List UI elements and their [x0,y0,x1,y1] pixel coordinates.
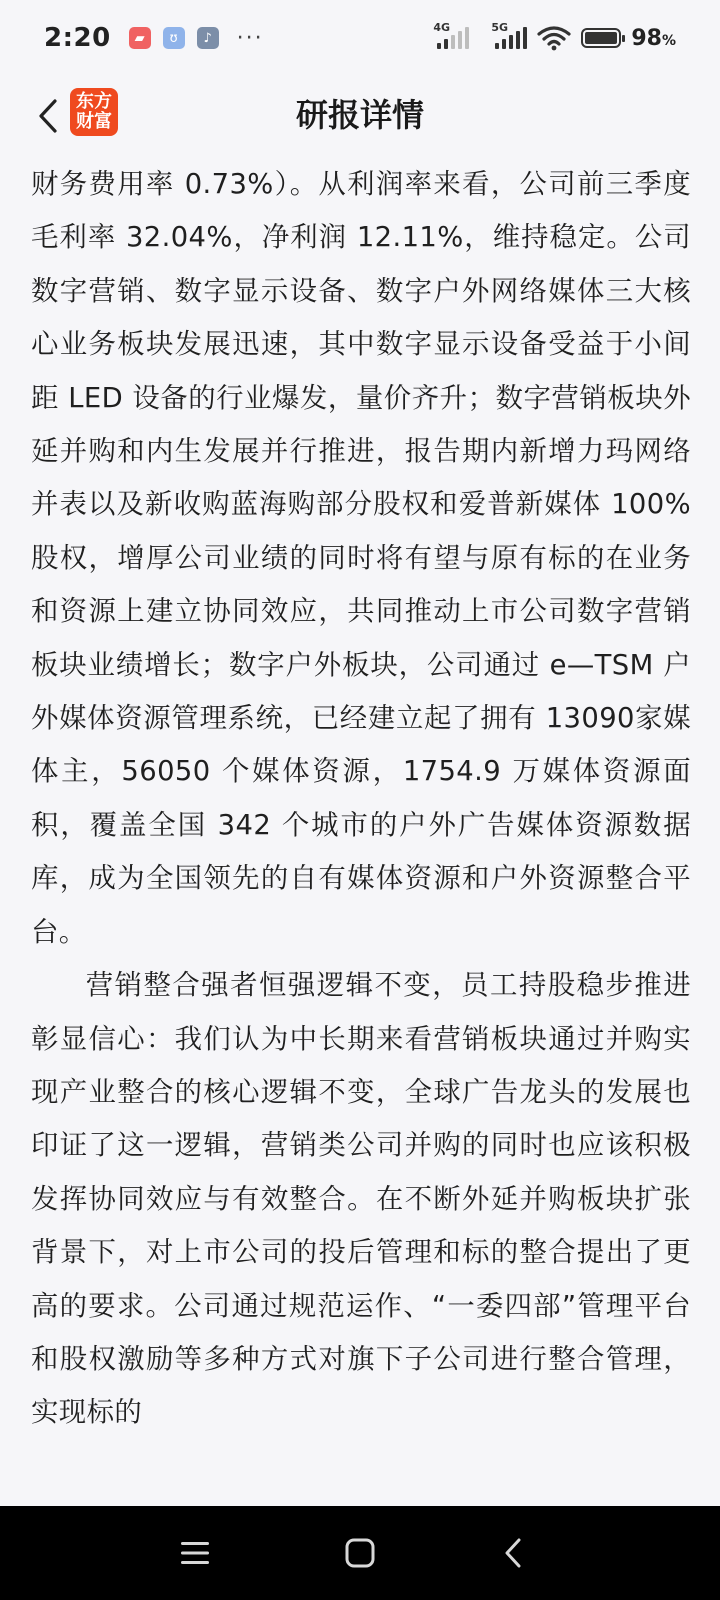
logo-line-1: 东方 [76,91,112,112]
battery-icon [581,28,621,48]
app-red-icon: ▰ [129,27,151,49]
status-right [433,21,676,51]
battery-percent-value: 98 [631,25,662,51]
menu-icon [180,1540,210,1566]
back-icon [503,1538,523,1568]
battery-fill [585,32,616,44]
status-bar [0,0,720,76]
baidu-icon: ʊ [163,27,185,49]
app-header [0,76,720,156]
wifi-icon [537,25,571,51]
logo-line-2: 财富 [76,111,112,132]
report-content[interactable] [31,158,691,1506]
article-paragraph: 财务费用率 0.73%）。从利润率来看，公司前三季度毛利率 32.04%，净利润 12.11%，维持稳定。公司数字营销、数字显示设备、数字户外网络媒体三大核心业务板块发展迅速，其中数字显示设备受益于小间距 LED 设备的行业爆发，量价齐升；数字营销板块外延并购和内生发展并行推进，报告期内新增力玛网络并表以及新收购蓝海购部分股权和爱普新媒体 100%股权，增厚公司业绩的同时将有望与原有标的在业务和资源上建立协同效应，共同推动上市公司数字营销板块业绩增长；数字户外板块，公司通过 e—TSM 户外媒体资源管理系统，已经建立起了拥有 13090家媒体主，56050 个媒体资源，1754.9 万媒体资源面积，覆盖全国 342 个城市的户外广告媒体资源数据库，成为全国领先的自有媒体资源和户外资源整合平台。 [31,169,691,948]
notification-icons [129,26,264,51]
tiktok-icon: ♪ [197,27,219,49]
signal-5g-icon [491,21,527,49]
signal-5g-label: 5G [491,21,509,34]
page-title: 研报详情 [295,96,424,134]
menu-button[interactable] [170,1528,220,1578]
status-time: 2:20 [44,23,111,53]
signal-4g-label: 4G [433,21,451,34]
nav-back-button[interactable] [488,1528,538,1578]
home-button[interactable] [335,1528,385,1578]
signal-4g-icon [433,21,469,49]
home-icon [345,1538,375,1568]
battery-percent-unit: % [661,32,676,49]
article-paragraph: 营销整合强者恒强逻辑不变，员工持股稳步推进彰显信心：我们认为中长期来看营销板块通过并购实现产业整合的核心逻辑不变，全球广告龙头的发展也印证了这一逻辑，营销类公司并购的同时也应该积极发挥协同效应与有效整合。在不断外延并购板块扩张背景下，对上市公司的投后管理和标的整合提出了更高的要求。公司通过规范运作、“一委四部”管理平台和股权激励等多种方式对旗下子公司进行整合管理，实现标的 [31,970,691,1429]
more-notifications-icon: ··· [236,25,264,51]
battery-percent [631,26,676,51]
system-nav-bar [0,1506,720,1600]
